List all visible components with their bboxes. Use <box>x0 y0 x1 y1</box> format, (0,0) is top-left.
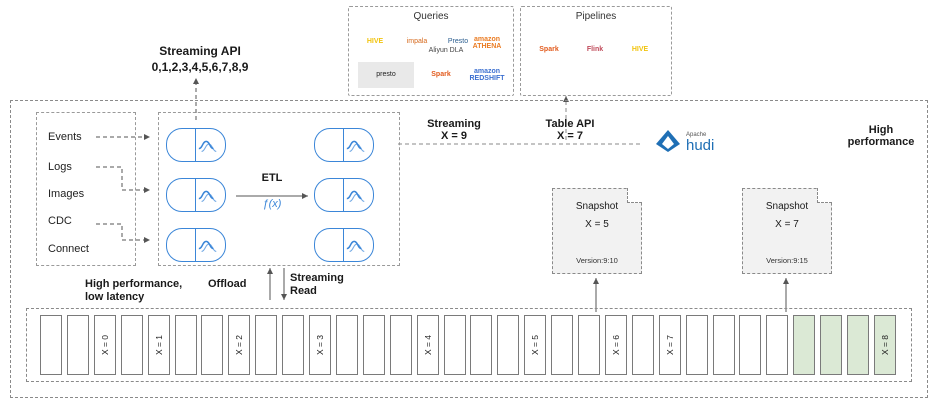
timeline-segment <box>175 315 197 375</box>
etl-function-label: ƒ(x) <box>262 198 282 210</box>
amazon-athena-logo: amazon ATHENA <box>472 35 502 50</box>
stream-topic-pill <box>166 228 226 262</box>
snapshot-value: X = 7 <box>775 219 799 230</box>
timeline-segment <box>336 315 358 375</box>
snapshot-title: Snapshot <box>765 201 809 212</box>
source-item-images: Images <box>48 188 85 200</box>
timeline-segment <box>470 315 492 375</box>
timeline-segment <box>228 315 250 375</box>
timeline-segment-label: X = 8 <box>879 334 890 356</box>
stream-wave-icon <box>345 183 367 207</box>
streaming-tag-label: Streaming <box>427 118 481 130</box>
streaming-tag-value: X = 9 <box>441 130 467 142</box>
timeline-segment <box>659 315 681 375</box>
high-performance-line2: performance <box>847 136 915 148</box>
apache-hudi-logo <box>652 124 756 156</box>
source-item-connect: Connect <box>48 243 89 255</box>
snapshot-version: Version:9:15 <box>766 256 808 265</box>
streaming-read-line1: Streaming <box>290 272 344 284</box>
timeline-segment <box>713 315 735 375</box>
stream-wave-icon <box>345 233 367 257</box>
timeline-segment <box>417 315 439 375</box>
timeline-segment <box>363 315 385 375</box>
timeline-segment <box>40 315 62 375</box>
flink-logo: Flink <box>586 46 604 54</box>
stream-topic-pill <box>166 178 226 212</box>
svg-text:Apache: Apache <box>686 132 707 138</box>
timeline-segment <box>632 315 654 375</box>
stream-wave-icon <box>197 183 219 207</box>
amazon-redshift-logo: amazon REDSHIFT <box>469 67 505 82</box>
timeline-segment <box>578 315 600 375</box>
table-api-value: X = 7 <box>557 130 583 142</box>
timeline-segment-label: X = 0 <box>99 334 110 356</box>
source-item-events: Events <box>48 131 82 143</box>
timeline-segment <box>686 315 708 375</box>
queries-title: Queries <box>413 11 449 22</box>
timeline-segment <box>282 315 304 375</box>
timeline-segment <box>605 315 627 375</box>
pipelines-title: Pipelines <box>575 11 617 22</box>
timeline-segment <box>524 315 546 375</box>
timeline-segment-label: X = 2 <box>234 334 245 356</box>
timeline-segment <box>390 315 412 375</box>
stream-topic-pill <box>314 178 374 212</box>
presto-logo: presto <box>358 62 414 88</box>
timeline-segment <box>121 315 143 375</box>
stream-topic-pill <box>166 128 226 162</box>
stream-wave-icon <box>197 133 219 157</box>
streaming-api-title: Streaming API <box>159 44 241 58</box>
timeline-segment-label: X = 7 <box>664 334 675 356</box>
timeline-segment <box>793 315 815 375</box>
spark-logo: Spark <box>539 46 559 54</box>
timeline-segment-label: X = 1 <box>153 334 164 356</box>
timeline-segment <box>255 315 277 375</box>
timeline-segment <box>847 315 869 375</box>
stream-topic-pill <box>314 128 374 162</box>
impala-logo: impala <box>406 38 428 46</box>
snapshot-title: Snapshot <box>575 201 619 212</box>
aliyun-dla-logo: Aliyun DLA <box>428 47 464 55</box>
timeline-segment-label: X = 5 <box>530 334 541 356</box>
source-item-logs: Logs <box>48 161 72 173</box>
streaming-api-values: 0,1,2,3,4,5,6,7,8,9 <box>151 60 249 74</box>
timeline-segment <box>820 315 842 375</box>
hudi-mark-icon <box>652 124 756 156</box>
timeline-segment <box>444 315 466 375</box>
timeline-segment <box>551 315 573 375</box>
timeline-segment <box>309 315 331 375</box>
timeline-segment <box>497 315 519 375</box>
hive-logo: HIVE <box>631 46 649 54</box>
snapshot-version: Version:9:10 <box>576 256 618 265</box>
table-api-tag <box>530 118 610 142</box>
streaming-tag <box>414 118 494 142</box>
table-api-label: Table API <box>545 118 595 130</box>
svg-text:hudi: hudi <box>686 137 715 154</box>
low-latency-line2: low latency <box>85 291 145 303</box>
timeline-segment <box>874 315 896 375</box>
snapshot-right <box>742 188 832 274</box>
high-performance-label <box>838 124 924 148</box>
spark-logo: Spark <box>431 71 451 79</box>
streaming-api-label <box>120 44 280 74</box>
snapshot-left <box>552 188 642 274</box>
timeline-segment <box>201 315 223 375</box>
stream-topic-pill <box>314 228 374 262</box>
timeline-segment-label: X = 3 <box>315 334 325 356</box>
stream-wave-icon <box>197 233 219 257</box>
timeline-segment <box>148 315 170 375</box>
offload-label: Offload <box>208 278 247 290</box>
timeline-segment <box>739 315 761 375</box>
prestodb-logo: Presto <box>447 38 469 46</box>
timeline-segment-label: X = 4 <box>422 334 433 356</box>
timeline-segment <box>94 315 116 375</box>
high-performance-line1: High <box>868 124 894 136</box>
timeline-segment-label: X = 6 <box>610 334 621 356</box>
etl-label: ETL <box>261 172 283 184</box>
low-latency-line1: High performance, <box>85 278 183 290</box>
snapshot-value: X = 5 <box>585 219 609 230</box>
stream-wave-icon <box>345 133 367 157</box>
source-item-cdc: CDC <box>48 215 72 227</box>
streaming-read-line2: Read <box>290 285 317 297</box>
timeline-segment <box>67 315 89 375</box>
timeline-segment <box>766 315 788 375</box>
hive-logo: HIVE <box>366 38 384 46</box>
